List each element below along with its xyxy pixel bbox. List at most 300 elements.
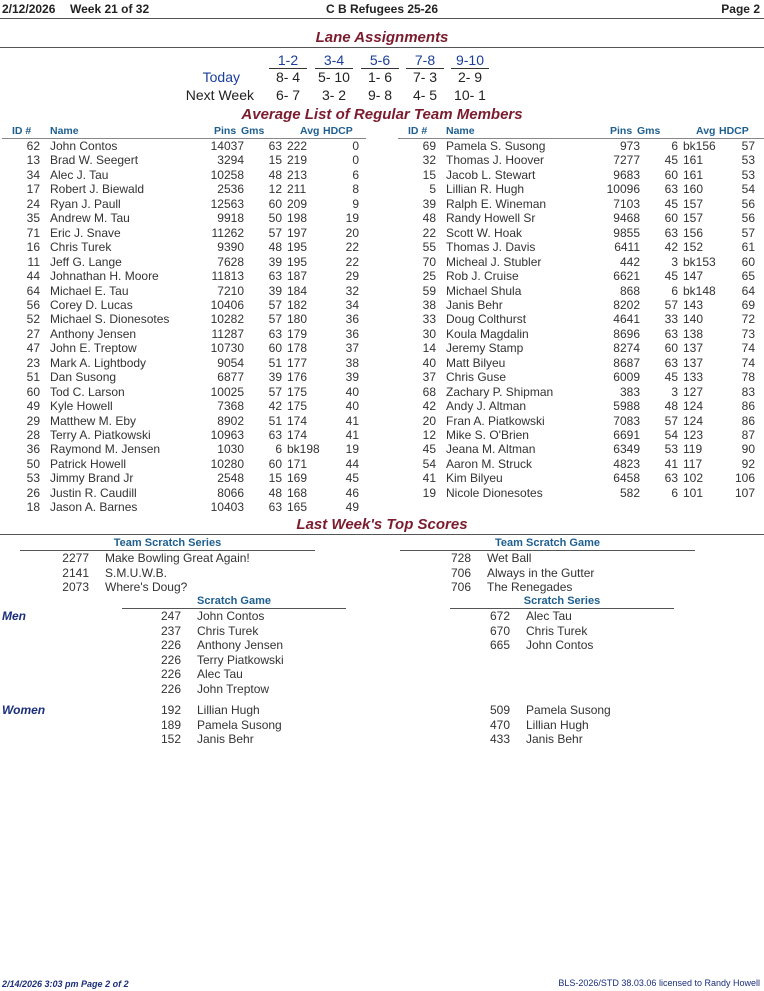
member-name: Ralph E. Wineman	[446, 196, 547, 211]
member-handicap: 20	[345, 225, 359, 240]
member-row	[0, 240, 370, 254]
member-row	[0, 457, 370, 471]
member-row	[0, 327, 370, 341]
member-row	[0, 197, 370, 211]
member-row	[396, 168, 764, 182]
member-row	[396, 255, 764, 269]
member-average: 174	[287, 413, 308, 428]
member-pins: 9468	[613, 211, 640, 226]
member-games: 57	[664, 297, 678, 312]
member-handicap: 90	[741, 442, 755, 457]
member-pins: 7277	[613, 153, 640, 168]
member-average: 222	[287, 139, 308, 153]
member-handicap: 73	[741, 326, 755, 341]
member-row	[0, 139, 370, 153]
member-pins: 4641	[613, 312, 640, 327]
header-name: Name	[50, 125, 79, 137]
member-handicap: 53	[741, 153, 755, 168]
header-divider	[0, 18, 764, 19]
women-game-entry	[151, 732, 451, 747]
member-name: Patrick Howell	[50, 456, 127, 471]
member-id: 25	[422, 269, 436, 284]
member-average: 179	[287, 326, 308, 341]
score-name: Alec Tau	[526, 609, 572, 623]
member-average: 180	[287, 312, 308, 327]
score-value: 2073	[62, 580, 89, 594]
member-games: 48	[664, 399, 678, 414]
score-name: The Renegades	[487, 580, 573, 594]
member-name: Jeremy Stamp	[446, 341, 524, 356]
today-lane: 5- 10	[318, 69, 350, 85]
member-average: 101	[683, 485, 704, 500]
member-row	[396, 370, 764, 384]
member-games: 57	[664, 413, 678, 428]
member-name: Jeff G. Lange	[50, 254, 122, 269]
member-id: 40	[422, 355, 436, 370]
member-average: bk153	[683, 254, 716, 269]
member-handicap: 6	[352, 167, 359, 182]
member-average: 102	[683, 471, 704, 486]
member-name: Brad W. Seegert	[50, 153, 139, 168]
member-average: 169	[287, 471, 308, 486]
score-value: 189	[160, 717, 181, 732]
member-average: bk156	[683, 139, 716, 153]
header-avg: Avg	[696, 125, 716, 137]
member-row	[0, 211, 370, 225]
member-name: Kim Bilyeu	[446, 471, 503, 486]
header-gms: Gms	[241, 125, 265, 137]
member-games: 15	[268, 471, 282, 486]
next-week-lane: 3- 2	[321, 87, 347, 103]
member-average: 197	[287, 225, 308, 240]
member-average: 117	[683, 456, 703, 471]
member-name: Janis Behr	[446, 297, 503, 312]
member-handicap: 78	[741, 370, 755, 385]
member-name: Micheal J. Stubler	[446, 254, 542, 269]
member-games: 39	[268, 254, 282, 269]
member-games: 60	[664, 167, 678, 182]
member-pins: 8687	[613, 355, 640, 370]
member-average: 157	[683, 211, 704, 226]
header-id: ID #	[12, 125, 32, 137]
report-date: 2/12/2026	[2, 2, 56, 16]
member-handicap: 87	[741, 428, 755, 442]
member-pins: 11813	[211, 269, 244, 284]
score-name: Chris Turek	[526, 623, 588, 638]
member-handicap: 8	[352, 182, 359, 197]
member-name: Dan Susong	[50, 370, 117, 385]
score-name: John Contos	[526, 638, 594, 652]
member-average: 213	[287, 167, 308, 182]
next-week-lane: 6- 7	[275, 87, 301, 103]
member-name: Michael E. Tau	[50, 283, 129, 298]
member-pins: 4823	[613, 456, 640, 471]
member-pins: 9855	[613, 225, 640, 240]
member-pins: 7103	[613, 196, 640, 211]
member-pins: 8066	[217, 485, 244, 500]
member-games: 57	[268, 297, 282, 312]
member-games: 51	[268, 355, 282, 370]
women-series-entry	[480, 718, 764, 733]
member-row	[0, 153, 370, 167]
member-handicap: 38	[345, 355, 359, 370]
team-scratch-game-header: Team Scratch Game	[495, 537, 600, 549]
member-games: 6	[671, 283, 678, 298]
member-pins: 5988	[613, 399, 640, 414]
score-name: Alec Tau	[197, 667, 243, 681]
member-average: 176	[287, 370, 308, 385]
score-value: 665	[489, 638, 510, 652]
score-value: 433	[489, 732, 510, 746]
member-name: Scott W. Hoak	[446, 225, 523, 240]
next-week-label: Next Week	[185, 87, 254, 103]
men-series-entry	[480, 624, 764, 639]
member-name: Terry A. Piatkowski	[50, 428, 151, 442]
member-id: 45	[422, 442, 436, 457]
team-game-entry	[441, 580, 741, 595]
member-id: 41	[422, 471, 436, 486]
member-handicap: 86	[741, 399, 755, 414]
member-name: Matthew M. Eby	[50, 413, 137, 428]
header-hdcp: HDCP	[719, 125, 749, 137]
member-pins: 9390	[217, 240, 244, 255]
member-pins: 3294	[217, 153, 244, 168]
score-value: 226	[160, 681, 181, 696]
score-name: Where's Doug?	[105, 580, 188, 594]
lane-divider	[0, 47, 764, 48]
member-games: 60	[664, 211, 678, 226]
member-row	[0, 500, 370, 514]
header-gms: Gms	[637, 125, 661, 137]
member-id: 48	[422, 211, 436, 226]
member-games: 39	[268, 370, 282, 385]
member-games: 42	[268, 399, 282, 414]
member-average: 137	[683, 355, 704, 370]
member-average: 133	[683, 370, 704, 385]
score-value: 706	[450, 580, 471, 594]
member-average: 182	[287, 297, 308, 312]
member-handicap: 72	[741, 312, 755, 327]
member-name: Justin R. Caudill	[50, 485, 137, 500]
member-id: 38	[422, 297, 436, 312]
member-id: 69	[422, 139, 436, 153]
member-name: Jason A. Barnes	[50, 500, 138, 515]
member-games: 53	[664, 442, 678, 457]
member-row	[0, 486, 370, 500]
member-handicap: 92	[741, 456, 755, 471]
member-name: Matt Bilyeu	[446, 355, 506, 370]
member-row	[396, 182, 764, 196]
member-pins: 6009	[613, 370, 640, 385]
member-name: Koula Magdalin	[446, 326, 529, 341]
member-handicap: 22	[345, 240, 359, 255]
member-name: Nicole Dionesotes	[446, 485, 543, 500]
header-hdcp: HDCP	[323, 125, 353, 137]
member-games: 6	[671, 485, 678, 500]
team-game-entry	[441, 551, 741, 566]
member-games: 63	[268, 269, 282, 284]
member-average: 123	[683, 428, 704, 442]
member-games: 63	[664, 355, 678, 370]
member-handicap: 56	[741, 196, 755, 211]
member-handicap: 61	[741, 240, 755, 255]
member-id: 44	[26, 269, 40, 284]
score-value: 509	[489, 703, 510, 717]
member-row	[396, 197, 764, 211]
member-average: 168	[287, 485, 308, 500]
member-id: 20	[422, 413, 436, 428]
member-average: 124	[683, 399, 704, 414]
scratch-series-header: Scratch Series	[523, 595, 601, 607]
member-row	[0, 269, 370, 283]
score-value: 226	[160, 652, 181, 667]
women-label: Women	[2, 703, 46, 717]
member-id: 11	[27, 254, 40, 269]
member-average: 178	[287, 341, 308, 356]
member-id: 37	[422, 370, 436, 385]
member-row	[0, 284, 370, 298]
member-handicap: 19	[345, 211, 359, 226]
member-id: 51	[26, 370, 40, 385]
member-average: 161	[683, 153, 704, 168]
member-handicap: 44	[345, 456, 359, 471]
score-value: 192	[160, 703, 181, 717]
score-name: Lillian Hugh	[197, 703, 260, 717]
member-row	[396, 428, 764, 442]
score-value: 2277	[62, 551, 89, 565]
score-name: John Treptow	[197, 681, 270, 696]
next-week-lane: 10- 1	[454, 87, 486, 103]
member-name: Andy J. Altman	[446, 399, 527, 414]
header-id: ID #	[408, 125, 428, 137]
member-id: 12	[422, 428, 436, 442]
member-row	[396, 327, 764, 341]
member-handicap: 57	[741, 139, 755, 153]
score-value: 237	[160, 623, 181, 638]
member-average: 165	[287, 500, 308, 515]
member-row	[0, 399, 370, 413]
member-handicap: 39	[345, 370, 359, 385]
member-average: 138	[683, 326, 704, 341]
men-game-entry	[151, 653, 451, 668]
member-row	[0, 370, 370, 384]
member-name: John E. Treptow	[50, 341, 137, 356]
member-name: Zachary P. Shipman	[446, 384, 554, 399]
member-id: 39	[422, 196, 436, 211]
score-name: Janis Behr	[197, 732, 254, 746]
member-average: 211	[287, 182, 307, 197]
men-game-entry	[151, 624, 451, 639]
member-name: Rob J. Cruise	[446, 269, 519, 284]
member-name: Lillian R. Hugh	[446, 182, 525, 197]
member-average: 177	[287, 355, 308, 370]
member-games: 48	[268, 167, 282, 182]
member-games: 63	[268, 500, 282, 515]
today-label: Today	[202, 69, 240, 85]
member-id: 47	[26, 341, 40, 356]
men-series-entry	[480, 609, 764, 624]
header-pins: Pins	[610, 125, 633, 137]
member-row	[0, 182, 370, 196]
men-game-entry	[151, 609, 451, 624]
member-id: 16	[26, 240, 40, 255]
lane-pair-header: 9-10	[455, 52, 485, 68]
member-games: 39	[268, 283, 282, 298]
member-id: 23	[26, 355, 40, 370]
member-average: 147	[683, 269, 704, 284]
member-name: Kyle Howell	[50, 399, 113, 414]
member-id: 26	[26, 485, 40, 500]
member-pins: 6458	[613, 471, 640, 486]
member-handicap: 34	[345, 297, 359, 312]
member-pins: 9683	[613, 167, 640, 182]
average-list-title: Average List of Regular Team Members	[241, 106, 523, 123]
member-games: 48	[268, 485, 282, 500]
member-average: 219	[287, 153, 308, 168]
member-games: 57	[268, 384, 282, 399]
next-week-lane: 9- 8	[367, 87, 393, 103]
member-handicap: 36	[345, 312, 359, 327]
member-id: 19	[422, 485, 436, 500]
page-number: Page 2	[721, 2, 760, 16]
member-handicap: 74	[741, 341, 755, 356]
member-row	[396, 153, 764, 167]
score-value: 670	[489, 623, 510, 638]
member-handicap: 45	[345, 471, 359, 486]
member-name: Raymond M. Jensen	[50, 442, 161, 457]
member-handicap: 60	[741, 254, 755, 269]
header-avg: Avg	[300, 125, 320, 137]
member-handicap: 57	[741, 225, 755, 240]
today-lane: 2- 9	[457, 69, 483, 85]
member-name: Thomas J. Davis	[446, 240, 536, 255]
member-id: 24	[26, 196, 40, 211]
member-name: Mark A. Lightbody	[50, 355, 147, 370]
score-value: 247	[160, 609, 181, 623]
member-games: 6	[671, 139, 678, 153]
next-week-lane: 4- 5	[412, 87, 438, 103]
score-name: Make Bowling Great Again!	[105, 551, 250, 565]
member-id: 34	[26, 167, 40, 182]
member-name: Johnathan H. Moore	[50, 269, 159, 284]
member-row	[396, 269, 764, 283]
member-pins: 9918	[217, 211, 244, 226]
member-average: 175	[287, 384, 308, 399]
member-id: 30	[422, 326, 436, 341]
member-row	[396, 399, 764, 413]
member-handicap: 107	[734, 485, 755, 500]
score-name: Always in the Gutter	[487, 565, 595, 580]
member-id: 60	[26, 384, 40, 399]
score-value: 226	[160, 667, 181, 681]
member-row	[0, 385, 370, 399]
member-pins: 10096	[606, 182, 640, 197]
member-pins: 6691	[613, 428, 640, 442]
member-games: 60	[664, 341, 678, 356]
member-row	[0, 226, 370, 240]
member-row	[0, 356, 370, 370]
member-pins: 11262	[211, 225, 244, 240]
member-pins: 6877	[217, 370, 244, 385]
member-id: 22	[422, 225, 436, 240]
team-series-entry	[59, 566, 359, 581]
member-row	[396, 471, 764, 485]
member-id: 17	[26, 182, 40, 197]
member-name: Doug Colthurst	[446, 312, 527, 327]
member-pins: 9054	[217, 355, 244, 370]
member-pins: 7083	[613, 413, 640, 428]
member-handicap: 37	[345, 341, 359, 356]
member-handicap: 74	[741, 355, 755, 370]
member-games: 63	[664, 326, 678, 341]
member-row	[396, 139, 764, 153]
member-name: Chris Guse	[446, 370, 507, 385]
member-handicap: 40	[345, 399, 359, 414]
member-name: John Contos	[50, 139, 118, 153]
member-row	[396, 298, 764, 312]
member-pins: 7628	[217, 254, 244, 269]
member-id: 29	[26, 413, 40, 428]
member-pins: 2536	[217, 182, 244, 197]
member-average: 137	[683, 341, 704, 356]
member-row	[396, 442, 764, 456]
member-name: Corey D. Lucas	[50, 297, 133, 312]
league-name: C B Refugees 25-26	[325, 2, 439, 16]
member-games: 63	[664, 471, 678, 486]
member-name: Randy Howell Sr	[446, 211, 536, 226]
lane-pair-header: 7-8	[414, 52, 436, 68]
member-pins: 8696	[613, 326, 640, 341]
member-pins: 10403	[210, 500, 244, 515]
lane-assignments-title: Lane Assignments	[315, 29, 449, 46]
member-row	[0, 255, 370, 269]
member-id: 50	[26, 456, 40, 471]
member-games: 57	[268, 225, 282, 240]
member-pins: 582	[619, 485, 640, 500]
member-row	[0, 341, 370, 355]
member-pins: 442	[619, 254, 640, 269]
member-row	[396, 226, 764, 240]
member-games: 54	[664, 428, 678, 442]
member-row	[396, 240, 764, 254]
member-handicap: 0	[352, 139, 359, 153]
score-name: Janis Behr	[526, 732, 583, 746]
member-id: 14	[422, 341, 436, 356]
member-pins: 10963	[210, 428, 244, 442]
member-id: 55	[422, 240, 436, 255]
member-handicap: 36	[345, 326, 359, 341]
member-id: 56	[26, 297, 40, 312]
member-handicap: 56	[741, 211, 755, 226]
member-id: 13	[26, 153, 40, 168]
member-average: 156	[683, 225, 704, 240]
member-handicap: 46	[345, 485, 359, 500]
member-row	[396, 341, 764, 355]
score-value: 152	[160, 732, 181, 746]
member-average: 195	[287, 254, 308, 269]
member-pins: 6621	[613, 269, 640, 284]
lane-pair-header: 1-2	[277, 52, 299, 68]
member-pins: 2548	[217, 471, 244, 486]
member-games: 63	[268, 326, 282, 341]
member-name: Michael Shula	[446, 283, 522, 298]
member-id: 18	[26, 500, 40, 515]
member-games: 45	[664, 269, 678, 284]
member-id: 54	[422, 456, 436, 471]
member-id: 35	[26, 211, 40, 226]
member-games: 3	[671, 384, 678, 399]
member-pins: 8902	[217, 413, 244, 428]
